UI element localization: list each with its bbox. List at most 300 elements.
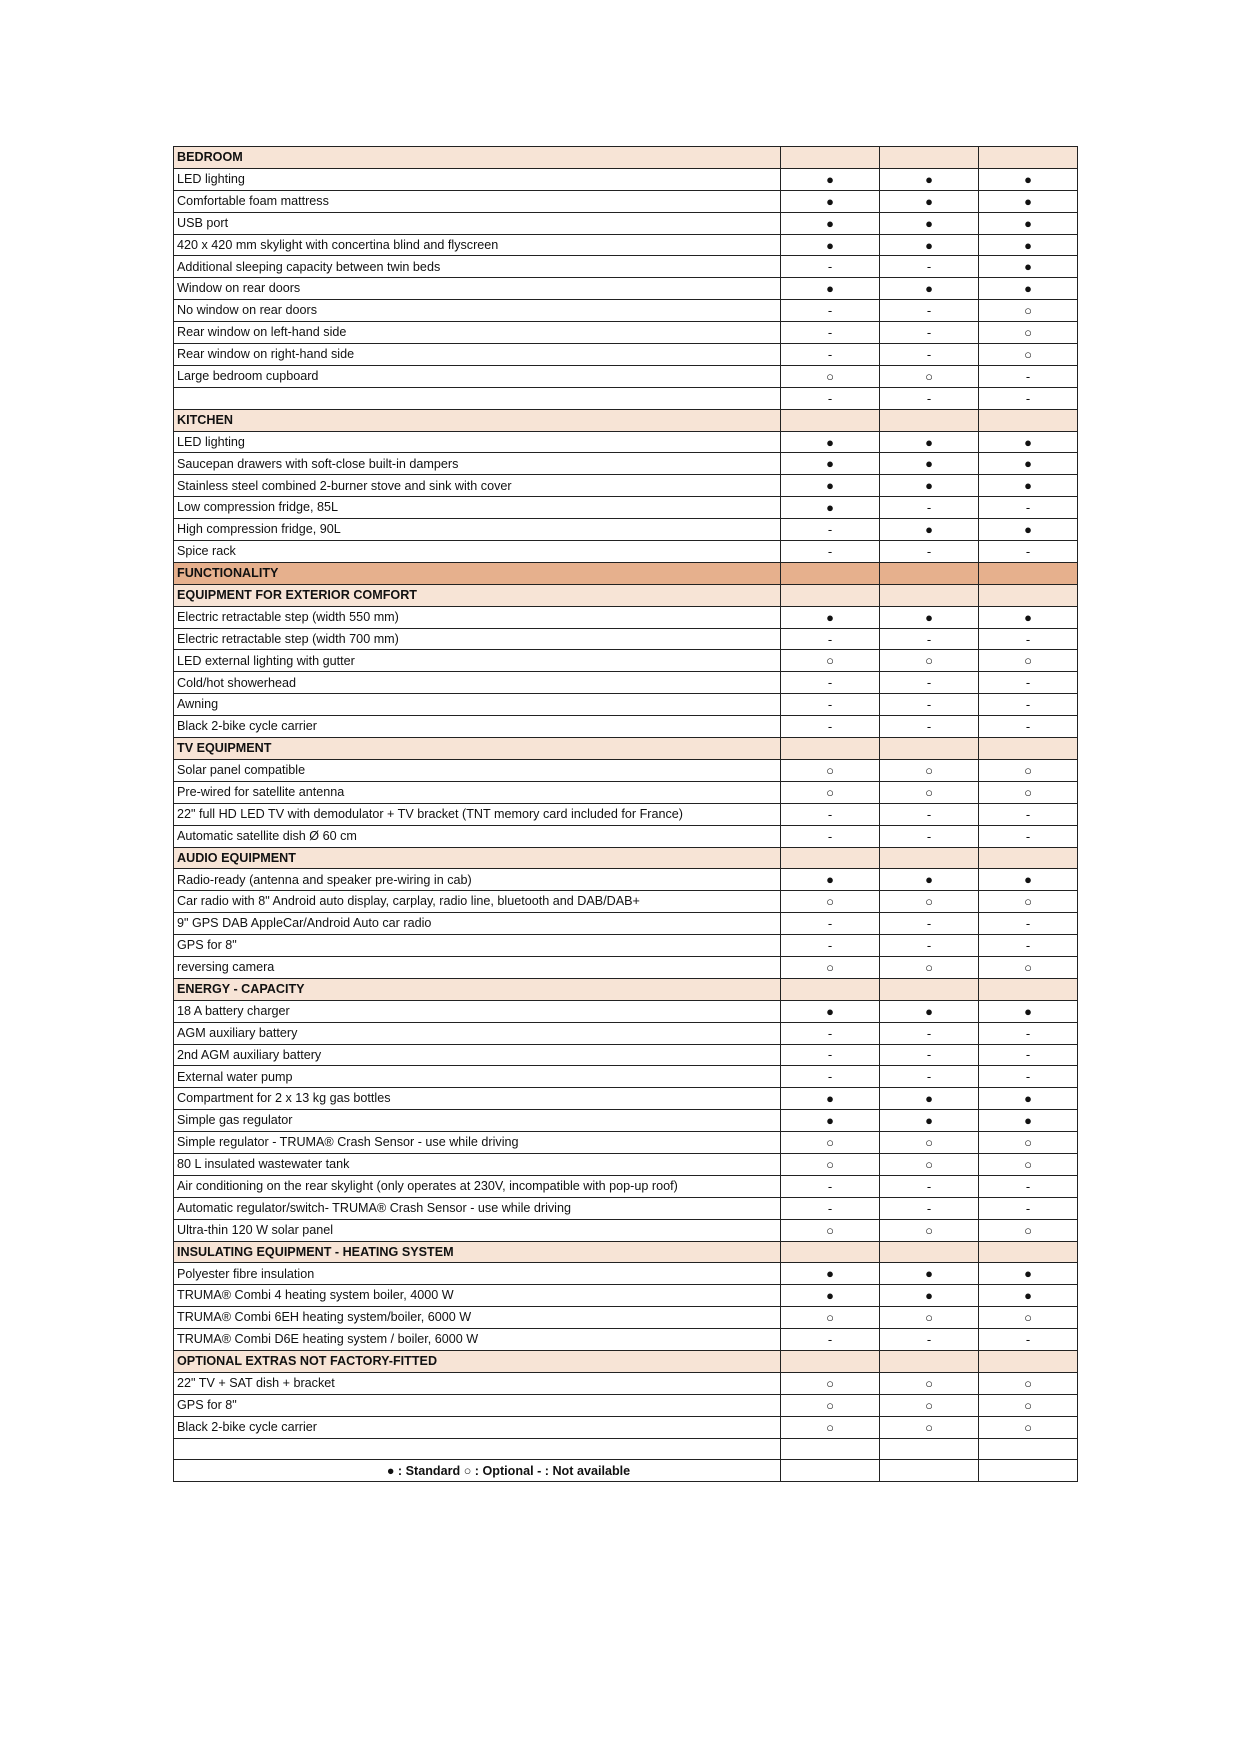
table-row <box>174 1285 1078 1307</box>
table-row <box>174 278 1078 300</box>
availability-mark: ● <box>781 278 880 300</box>
table-row <box>174 497 1078 519</box>
availability-mark: - <box>979 1329 1078 1351</box>
availability-mark: - <box>781 803 880 825</box>
availability-mark: - <box>979 716 1078 738</box>
availability-mark: ○ <box>781 1372 880 1394</box>
table-row <box>174 1372 1078 1394</box>
row-label: LED external lighting with gutter <box>174 650 781 672</box>
table-row <box>174 869 1078 891</box>
row-label: AGM auxiliary battery <box>174 1022 781 1044</box>
section-header-cell <box>880 1241 979 1263</box>
table-row <box>174 322 1078 344</box>
legend-empty-cell <box>781 1460 880 1482</box>
section-header-cell <box>880 978 979 1000</box>
section-header-row <box>174 1350 1078 1372</box>
availability-mark: ● <box>781 1088 880 1110</box>
section-header-cell <box>781 584 880 606</box>
availability-mark: - <box>979 935 1078 957</box>
row-label: Black 2-bike cycle carrier <box>174 716 781 738</box>
availability-mark: - <box>880 344 979 366</box>
row-label: Spice rack <box>174 541 781 563</box>
table-row <box>174 1000 1078 1022</box>
row-label: Rear window on left-hand side <box>174 322 781 344</box>
row-label: Cold/hot showerhead <box>174 672 781 694</box>
availability-mark: ○ <box>880 1307 979 1329</box>
row-label: TRUMA® Combi 6EH heating system/boiler, 6000 W <box>174 1307 781 1329</box>
section-header-cell <box>880 847 979 869</box>
table-row <box>174 541 1078 563</box>
row-label: Air conditioning on the rear skylight (only operates at 230V, incompatible with pop-up roof) <box>174 1175 781 1197</box>
row-label: GPS for 8" <box>174 935 781 957</box>
availability-mark: - <box>979 825 1078 847</box>
row-label: 22" TV + SAT dish + bracket <box>174 1372 781 1394</box>
table-row <box>174 1416 1078 1438</box>
row-label: High compression fridge, 90L <box>174 519 781 541</box>
availability-mark: ● <box>880 190 979 212</box>
section-header-cell <box>979 1241 1078 1263</box>
section-header-cell <box>979 1350 1078 1372</box>
section-header-cell <box>979 584 1078 606</box>
row-label: Comfortable foam mattress <box>174 190 781 212</box>
availability-mark: - <box>979 387 1078 409</box>
availability-mark: - <box>880 672 979 694</box>
availability-mark: - <box>880 300 979 322</box>
table-row <box>174 519 1078 541</box>
availability-mark: - <box>880 628 979 650</box>
availability-mark: - <box>979 1175 1078 1197</box>
availability-mark: - <box>781 1022 880 1044</box>
availability-mark: ● <box>979 869 1078 891</box>
availability-mark: ○ <box>979 1132 1078 1154</box>
equipment-table <box>173 146 1078 1482</box>
availability-mark: ○ <box>781 1219 880 1241</box>
availability-mark: - <box>781 541 880 563</box>
availability-mark: ● <box>781 431 880 453</box>
table-row <box>174 628 1078 650</box>
availability-mark: ● <box>880 519 979 541</box>
availability-mark: ● <box>880 606 979 628</box>
row-label: Rear window on right-hand side <box>174 344 781 366</box>
row-label: Solar panel compatible <box>174 759 781 781</box>
row-label: USB port <box>174 212 781 234</box>
section-header-cell <box>781 978 880 1000</box>
section-header-cell <box>781 847 880 869</box>
row-label: Electric retractable step (width 700 mm) <box>174 628 781 650</box>
availability-mark: ● <box>880 212 979 234</box>
availability-mark: - <box>781 1329 880 1351</box>
row-label: Stainless steel combined 2-burner stove and sink with cover <box>174 475 781 497</box>
availability-mark: ● <box>979 278 1078 300</box>
availability-mark: - <box>880 322 979 344</box>
section-header-row <box>174 584 1078 606</box>
availability-mark: - <box>781 716 880 738</box>
availability-mark: ● <box>880 869 979 891</box>
row-label: Automatic satellite dish Ø 60 cm <box>174 825 781 847</box>
row-label: Pre-wired for satellite antenna <box>174 781 781 803</box>
availability-mark: ○ <box>880 759 979 781</box>
availability-mark: - <box>781 1066 880 1088</box>
availability-mark: ● <box>880 475 979 497</box>
availability-mark: ○ <box>880 650 979 672</box>
table-row <box>174 1153 1078 1175</box>
section-title: TV EQUIPMENT <box>174 738 781 760</box>
row-label: Ultra-thin 120 W solar panel <box>174 1219 781 1241</box>
availability-mark: ○ <box>781 1416 880 1438</box>
availability-mark: - <box>979 672 1078 694</box>
availability-mark: ● <box>979 212 1078 234</box>
availability-mark: - <box>979 803 1078 825</box>
availability-mark: ○ <box>880 1416 979 1438</box>
row-label: LED lighting <box>174 431 781 453</box>
availability-mark: ○ <box>781 1394 880 1416</box>
section-title: ENERGY - CAPACITY <box>174 978 781 1000</box>
table-row <box>174 365 1078 387</box>
availability-mark: ● <box>979 453 1078 475</box>
table-row <box>174 190 1078 212</box>
availability-mark: - <box>979 1197 1078 1219</box>
availability-mark: ○ <box>979 650 1078 672</box>
availability-mark: ● <box>880 1000 979 1022</box>
availability-mark: ○ <box>781 1153 880 1175</box>
legend-row <box>174 1460 1078 1482</box>
availability-mark: - <box>880 1066 979 1088</box>
row-label: 18 A battery charger <box>174 1000 781 1022</box>
spacer-cell <box>174 1438 781 1460</box>
section-header-row <box>174 147 1078 169</box>
availability-mark: ● <box>781 168 880 190</box>
availability-mark: - <box>781 519 880 541</box>
row-label: No window on rear doors <box>174 300 781 322</box>
availability-mark: ● <box>979 1285 1078 1307</box>
availability-mark: - <box>979 913 1078 935</box>
equipment-table-body <box>174 147 1078 1482</box>
availability-mark: ○ <box>781 650 880 672</box>
table-row <box>174 1307 1078 1329</box>
availability-mark: - <box>880 803 979 825</box>
availability-mark: ● <box>979 1263 1078 1285</box>
table-row <box>174 891 1078 913</box>
availability-mark: ○ <box>781 891 880 913</box>
table-row <box>174 694 1078 716</box>
legend-cell <box>174 1460 781 1482</box>
table-row <box>174 431 1078 453</box>
section-title: KITCHEN <box>174 409 781 431</box>
section-title: BEDROOM <box>174 147 781 169</box>
table-row <box>174 825 1078 847</box>
availability-mark: ○ <box>880 781 979 803</box>
table-row <box>174 300 1078 322</box>
availability-mark: ● <box>979 475 1078 497</box>
availability-mark: ● <box>979 606 1078 628</box>
availability-mark: - <box>880 694 979 716</box>
section-title: FUNCTIONALITY <box>174 562 781 584</box>
section-title: AUDIO EQUIPMENT <box>174 847 781 869</box>
availability-mark: ○ <box>979 891 1078 913</box>
availability-mark: - <box>781 1044 880 1066</box>
availability-mark: - <box>781 1175 880 1197</box>
availability-mark: ○ <box>880 1219 979 1241</box>
row-label: Additional sleeping capacity between twin beds <box>174 256 781 278</box>
availability-mark: ○ <box>781 759 880 781</box>
availability-mark: ○ <box>781 1307 880 1329</box>
row-label: Radio-ready (antenna and speaker pre-wiring in cab) <box>174 869 781 891</box>
availability-mark: - <box>979 694 1078 716</box>
availability-mark: ○ <box>979 300 1078 322</box>
availability-mark: ● <box>781 1285 880 1307</box>
row-label: 2nd AGM auxiliary battery <box>174 1044 781 1066</box>
table-row <box>174 1197 1078 1219</box>
availability-mark: ● <box>781 606 880 628</box>
table-row <box>174 168 1078 190</box>
availability-mark: ● <box>781 234 880 256</box>
availability-mark: ○ <box>979 322 1078 344</box>
table-row <box>174 212 1078 234</box>
availability-mark: - <box>979 1044 1078 1066</box>
availability-mark: - <box>781 322 880 344</box>
availability-mark: - <box>979 1022 1078 1044</box>
availability-mark: ○ <box>781 956 880 978</box>
availability-mark: ● <box>979 256 1078 278</box>
availability-mark: - <box>781 825 880 847</box>
availability-mark: ○ <box>880 365 979 387</box>
table-row <box>174 344 1078 366</box>
table-row <box>174 387 1078 409</box>
section-title: OPTIONAL EXTRAS NOT FACTORY-FITTED <box>174 1350 781 1372</box>
availability-mark: ● <box>979 519 1078 541</box>
availability-mark: ● <box>880 453 979 475</box>
section-header-cell <box>979 847 1078 869</box>
availability-mark: ● <box>880 431 979 453</box>
availability-mark: - <box>880 913 979 935</box>
row-label: 420 x 420 mm skylight with concertina blind and flyscreen <box>174 234 781 256</box>
section-header-cell <box>979 562 1078 584</box>
availability-mark: - <box>781 935 880 957</box>
section-header-cell <box>880 1350 979 1372</box>
availability-mark: ● <box>781 453 880 475</box>
availability-mark: ● <box>880 168 979 190</box>
table-row <box>174 1110 1078 1132</box>
row-label: Low compression fridge, 85L <box>174 497 781 519</box>
table-row <box>174 1219 1078 1241</box>
availability-mark: ● <box>979 431 1078 453</box>
table-row <box>174 1175 1078 1197</box>
legend-empty-cell <box>880 1460 979 1482</box>
table-row <box>174 956 1078 978</box>
availability-mark: ○ <box>880 1394 979 1416</box>
table-row <box>174 935 1078 957</box>
table-row <box>174 650 1078 672</box>
section-title: INSULATING EQUIPMENT - HEATING SYSTEM <box>174 1241 781 1263</box>
availability-mark: - <box>880 716 979 738</box>
table-row <box>174 759 1078 781</box>
section-header-cell <box>979 738 1078 760</box>
table-row <box>174 803 1078 825</box>
availability-mark: ○ <box>979 759 1078 781</box>
table-row <box>174 1022 1078 1044</box>
spacer-cell <box>781 1438 880 1460</box>
availability-mark: - <box>880 1175 979 1197</box>
availability-mark: ○ <box>880 1153 979 1175</box>
availability-mark: ○ <box>880 1372 979 1394</box>
section-header-row <box>174 1241 1078 1263</box>
table-row <box>174 606 1078 628</box>
row-label: Automatic regulator/switch- TRUMA® Crash Sensor - use while driving <box>174 1197 781 1219</box>
availability-mark: ○ <box>781 1132 880 1154</box>
spacer-row <box>174 1438 1078 1460</box>
row-label: Black 2-bike cycle carrier <box>174 1416 781 1438</box>
availability-mark: ○ <box>979 1416 1078 1438</box>
section-header-row <box>174 978 1078 1000</box>
availability-mark: - <box>880 256 979 278</box>
row-label: LED lighting <box>174 168 781 190</box>
section-header-cell <box>781 147 880 169</box>
availability-mark: ○ <box>880 1132 979 1154</box>
availability-mark: ● <box>979 234 1078 256</box>
availability-mark: - <box>979 541 1078 563</box>
availability-mark: - <box>880 541 979 563</box>
row-label: Simple regulator - TRUMA® Crash Sensor - use while driving <box>174 1132 781 1154</box>
row-label: 9" GPS DAB AppleCar/Android Auto car radio <box>174 913 781 935</box>
legend-empty-cell <box>979 1460 1078 1482</box>
section-header-cell <box>781 562 880 584</box>
row-label: TRUMA® Combi 4 heating system boiler, 4000 W <box>174 1285 781 1307</box>
availability-mark: ○ <box>979 1307 1078 1329</box>
row-label: Compartment for 2 x 13 kg gas bottles <box>174 1088 781 1110</box>
availability-mark: ● <box>880 1110 979 1132</box>
availability-mark: - <box>979 1066 1078 1088</box>
table-row <box>174 1066 1078 1088</box>
spacer-cell <box>979 1438 1078 1460</box>
section-header-cell <box>781 1241 880 1263</box>
availability-mark: ● <box>781 475 880 497</box>
availability-mark: ○ <box>880 956 979 978</box>
row-label: Car radio with 8" Android auto display, carplay, radio line, bluetooth and DAB/DAB+ <box>174 891 781 913</box>
availability-mark: ● <box>979 1000 1078 1022</box>
section-header-cell <box>781 409 880 431</box>
availability-mark: ○ <box>979 781 1078 803</box>
legend-text: ● : Standard ○ : Optional - : Not available <box>386 1463 631 1478</box>
availability-mark: ● <box>781 190 880 212</box>
row-label: Window on rear doors <box>174 278 781 300</box>
section-header-cell <box>781 738 880 760</box>
table-row <box>174 781 1078 803</box>
table-row <box>174 453 1078 475</box>
table-row <box>174 234 1078 256</box>
section-header-cell <box>880 738 979 760</box>
section-header-cell <box>979 147 1078 169</box>
availability-mark: ○ <box>979 956 1078 978</box>
table-row <box>174 716 1078 738</box>
section-header-cell <box>880 409 979 431</box>
availability-mark: ● <box>880 1285 979 1307</box>
availability-mark: ● <box>880 278 979 300</box>
table-row <box>174 672 1078 694</box>
section-header-cell <box>880 584 979 606</box>
availability-mark: - <box>880 1329 979 1351</box>
table-row <box>174 1263 1078 1285</box>
row-label: Polyester fibre insulation <box>174 1263 781 1285</box>
availability-mark: ● <box>781 1000 880 1022</box>
availability-mark: ○ <box>979 1372 1078 1394</box>
row-label: Saucepan drawers with soft-close built-in dampers <box>174 453 781 475</box>
row-label: TRUMA® Combi D6E heating system / boiler, 6000 W <box>174 1329 781 1351</box>
table-row <box>174 1329 1078 1351</box>
row-label: GPS for 8" <box>174 1394 781 1416</box>
availability-mark: ● <box>880 1088 979 1110</box>
row-label: 22" full HD LED TV with demodulator + TV bracket (TNT memory card included for France) <box>174 803 781 825</box>
availability-mark: - <box>781 672 880 694</box>
availability-mark: - <box>880 935 979 957</box>
availability-mark: ● <box>781 1110 880 1132</box>
availability-mark: ● <box>880 1263 979 1285</box>
availability-mark: ● <box>781 1263 880 1285</box>
availability-mark: - <box>979 628 1078 650</box>
table-row <box>174 1132 1078 1154</box>
row-label <box>174 387 781 409</box>
availability-mark: - <box>781 694 880 716</box>
availability-mark: ● <box>781 497 880 519</box>
row-label: Large bedroom cupboard <box>174 365 781 387</box>
row-label: Simple gas regulator <box>174 1110 781 1132</box>
section-header-row <box>174 847 1078 869</box>
table-row <box>174 913 1078 935</box>
table-row <box>174 1394 1078 1416</box>
availability-mark: - <box>781 387 880 409</box>
availability-mark: - <box>979 497 1078 519</box>
row-label: reversing camera <box>174 956 781 978</box>
section-header-row <box>174 738 1078 760</box>
availability-mark: - <box>880 1197 979 1219</box>
availability-mark: - <box>781 913 880 935</box>
section-header-cell <box>979 978 1078 1000</box>
section-header-cell <box>880 562 979 584</box>
availability-mark: - <box>781 256 880 278</box>
availability-mark: - <box>979 365 1078 387</box>
table-row <box>174 1044 1078 1066</box>
availability-mark: ○ <box>979 1394 1078 1416</box>
row-label: External water pump <box>174 1066 781 1088</box>
section-header-cell <box>880 147 979 169</box>
availability-mark: - <box>781 1197 880 1219</box>
section-header-cell <box>781 1350 880 1372</box>
availability-mark: ○ <box>880 891 979 913</box>
availability-mark: ○ <box>979 1219 1078 1241</box>
availability-mark: ○ <box>781 781 880 803</box>
row-label: 80 L insulated wastewater tank <box>174 1153 781 1175</box>
table-row <box>174 256 1078 278</box>
table-row <box>174 1088 1078 1110</box>
availability-mark: ○ <box>979 1153 1078 1175</box>
availability-mark: ● <box>781 869 880 891</box>
availability-mark: - <box>880 497 979 519</box>
availability-mark: - <box>880 1022 979 1044</box>
availability-mark: ● <box>979 190 1078 212</box>
availability-mark: - <box>880 387 979 409</box>
availability-mark: - <box>781 300 880 322</box>
availability-mark: ● <box>781 212 880 234</box>
section-header-row <box>174 562 1078 584</box>
availability-mark: ● <box>979 1088 1078 1110</box>
availability-mark: ○ <box>781 365 880 387</box>
spacer-cell <box>880 1438 979 1460</box>
availability-mark: - <box>781 344 880 366</box>
availability-mark: - <box>880 1044 979 1066</box>
row-label: Electric retractable step (width 550 mm) <box>174 606 781 628</box>
section-title: EQUIPMENT FOR EXTERIOR COMFORT <box>174 584 781 606</box>
availability-mark: - <box>880 825 979 847</box>
availability-mark: ● <box>880 234 979 256</box>
